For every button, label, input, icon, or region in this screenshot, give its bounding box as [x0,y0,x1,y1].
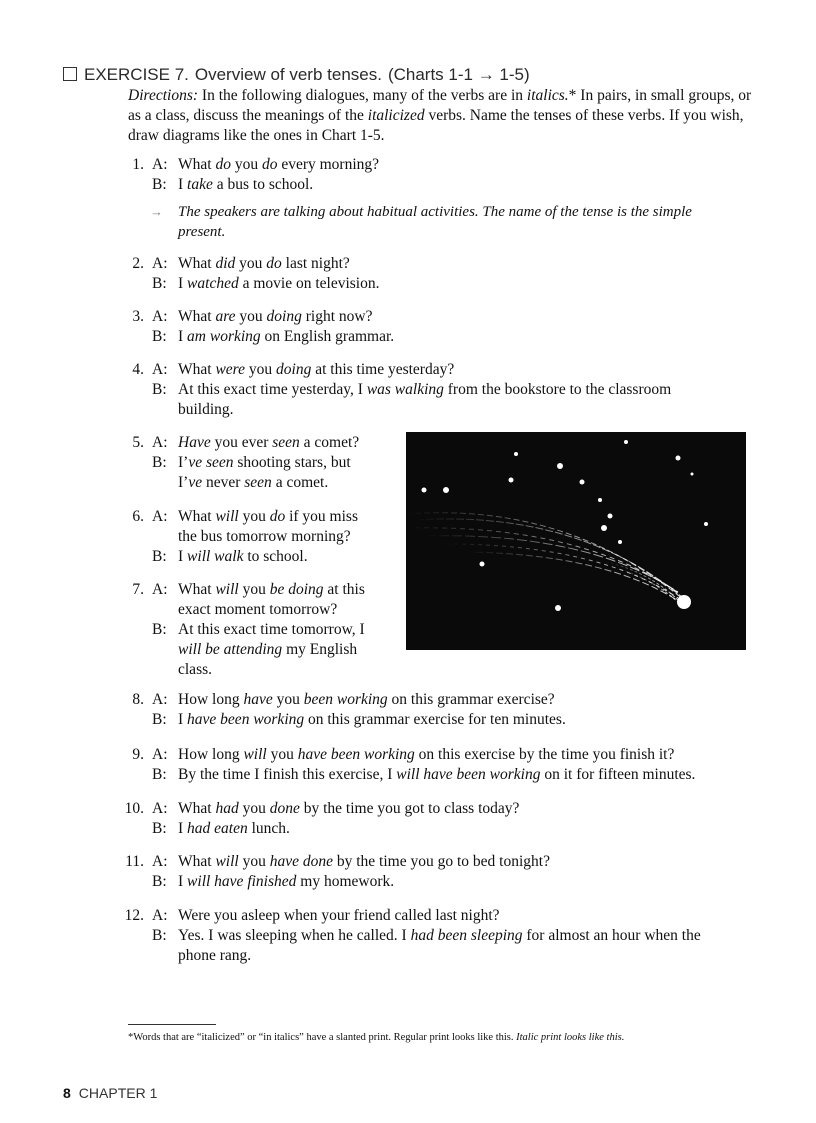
speaker-b: B: [152,766,167,783]
directions-italics-word: italics. [526,87,569,104]
directions-label: Directions: [128,87,199,104]
line-b: I take a bus to school. [178,176,314,193]
line-b-continued: phone rang. [178,947,252,964]
speaker-b: B: [152,927,167,944]
speaker-a: A: [152,255,168,272]
item-number: 9. [132,746,144,763]
speaker-b: B: [152,548,167,565]
speaker-b: B: [152,621,167,638]
footnote [128,1031,728,1045]
exercise-checkbox[interactable] [63,67,77,81]
dialogue-item-9 [128,745,695,785]
dialogue-item-3 [128,307,394,347]
line-a: How long will you have been working on this exercise by the time you finish it? [178,746,675,763]
line-b-continued: will be attending my English [178,641,358,658]
example-line-1: The speakers are talking about habitual activities. The name of the tense is the simple [178,204,692,220]
line-b: I will have finished my homework. [178,873,395,890]
line-a: What will you be doing at this [178,581,365,598]
speaker-b: B: [152,820,167,837]
speaker-a: A: [152,508,168,525]
line-a: What are you doing right now? [178,308,373,325]
item-number: 4. [132,361,144,378]
line-a: What had you done by the time you got to class today? [178,800,520,817]
speaker-b: B: [152,873,167,890]
line-b-continued-2: class. [178,661,213,678]
exercise-header [63,65,530,85]
line-b: Yes. I was sleeping when he called. I had been sleeping for almost an hour when the [178,927,701,944]
example-answer [128,202,692,242]
speaker-b: B: [152,275,167,292]
footnote-italic-text: Italic print looks like this. [516,1032,625,1043]
line-b: I will walk to school. [178,548,308,565]
line-b: At this exact time tomorrow, I [178,621,365,638]
speaker-b: B: [152,381,167,398]
item-number: 11. [125,853,144,870]
speaker-b: B: [152,454,167,471]
item-number: 1. [132,156,144,173]
line-a-continued: the bus tomorrow morning? [178,528,351,545]
line-a-continued: exact moment tomorrow? [178,601,338,618]
chapter-label: CHAPTER 1 [78,1085,158,1101]
line-a: How long have you been working on this grammar exercise? [178,691,555,708]
example-line-2: present. [178,224,226,240]
line-a: What will you have done by the time you go to bed tonight? [178,853,550,870]
item-number: 5. [132,434,144,451]
dialogue-item-8 [128,690,566,730]
directions-text-2: * In pairs, in small groups, or as a class, discuss the meanings of the [128,87,752,124]
line-b-continued: building. [178,401,234,418]
line-b: I have been working on this grammar exercise for ten minutes. [178,711,566,728]
directions-text-3: verbs. Name the tenses of these verbs. If you wish, draw diagrams like the ones in Chart 1-5. [128,107,744,144]
item-number: 2. [132,255,144,272]
line-a: What did you do last night? [178,255,350,272]
page-footer [63,1085,157,1101]
comet-illustration [406,432,746,650]
comet-tail-lines [406,513,684,606]
line-a: What were you doing at this time yesterday? [178,361,455,378]
page-number: 8 [63,1085,71,1101]
item-number: 6. [132,508,144,525]
line-a: Were you asleep when your friend called last night? [178,907,500,924]
speaker-a: A: [152,361,168,378]
item-number: 10. [124,800,144,817]
speaker-a: A: [152,434,168,451]
speaker-b: B: [152,176,167,193]
line-a: What will you do if you miss [178,508,358,525]
speaker-b: B: [152,328,167,345]
footnote-text: *Words that are “italicized” or “in italics” have a slanted print. Regular print looks like this. [128,1032,517,1043]
speaker-b: B: [152,711,167,728]
item-number: 12. [124,907,144,924]
dialogue-item-10 [124,799,520,839]
speaker-a: A: [152,907,168,924]
line-b: At this exact time yesterday, I was walking from the bookstore to the classroom [178,381,672,398]
directions [128,86,756,146]
dialogue-item-12 [124,906,701,966]
item-number: 3. [132,308,144,325]
speaker-a: A: [152,691,168,708]
item-number: 8. [132,691,144,708]
speaker-a: A: [152,746,168,763]
dialogue-item-6 [128,507,358,567]
speaker-a: A: [152,308,168,325]
arrow-icon: → [150,204,163,219]
exercise-charts-ref: (Charts 1-1 → 1-5) [387,65,530,84]
item-number: 7. [132,581,144,598]
dialogue-item-5 [128,433,359,493]
comet-head [677,595,691,609]
line-a: What do you do every morning? [178,156,380,173]
footnote-rule [128,1024,216,1025]
dialogue-item-4 [128,360,671,420]
directions-text-1: In the following dialogues, many of the verbs are in [198,87,527,104]
dialogue-item-2 [128,254,379,294]
line-b: I watched a movie on television. [178,275,380,292]
line-a: Have you ever seen a comet? [178,434,360,451]
dialogue-item-11 [125,852,550,892]
speaker-a: A: [152,156,168,173]
exercise-title: Overview of verb tenses. [194,65,382,84]
dialogue-item-1 [128,155,379,195]
line-b: I am working on English grammar. [178,328,395,345]
exercise-label: EXERCISE 7. [84,65,189,84]
speaker-a: A: [152,800,168,817]
dialogue-item-7 [128,580,365,680]
speaker-a: A: [152,581,168,598]
line-b: By the time I finish this exercise, I will have been working on it for fifteen minutes. [178,766,696,783]
directions-italicized-word: italicized [367,107,425,124]
line-b-continued: I’ve never seen a comet. [178,474,329,491]
line-b: I’ve seen shooting stars, but [178,454,351,471]
speaker-a: A: [152,853,168,870]
line-b: I had eaten lunch. [178,820,290,837]
